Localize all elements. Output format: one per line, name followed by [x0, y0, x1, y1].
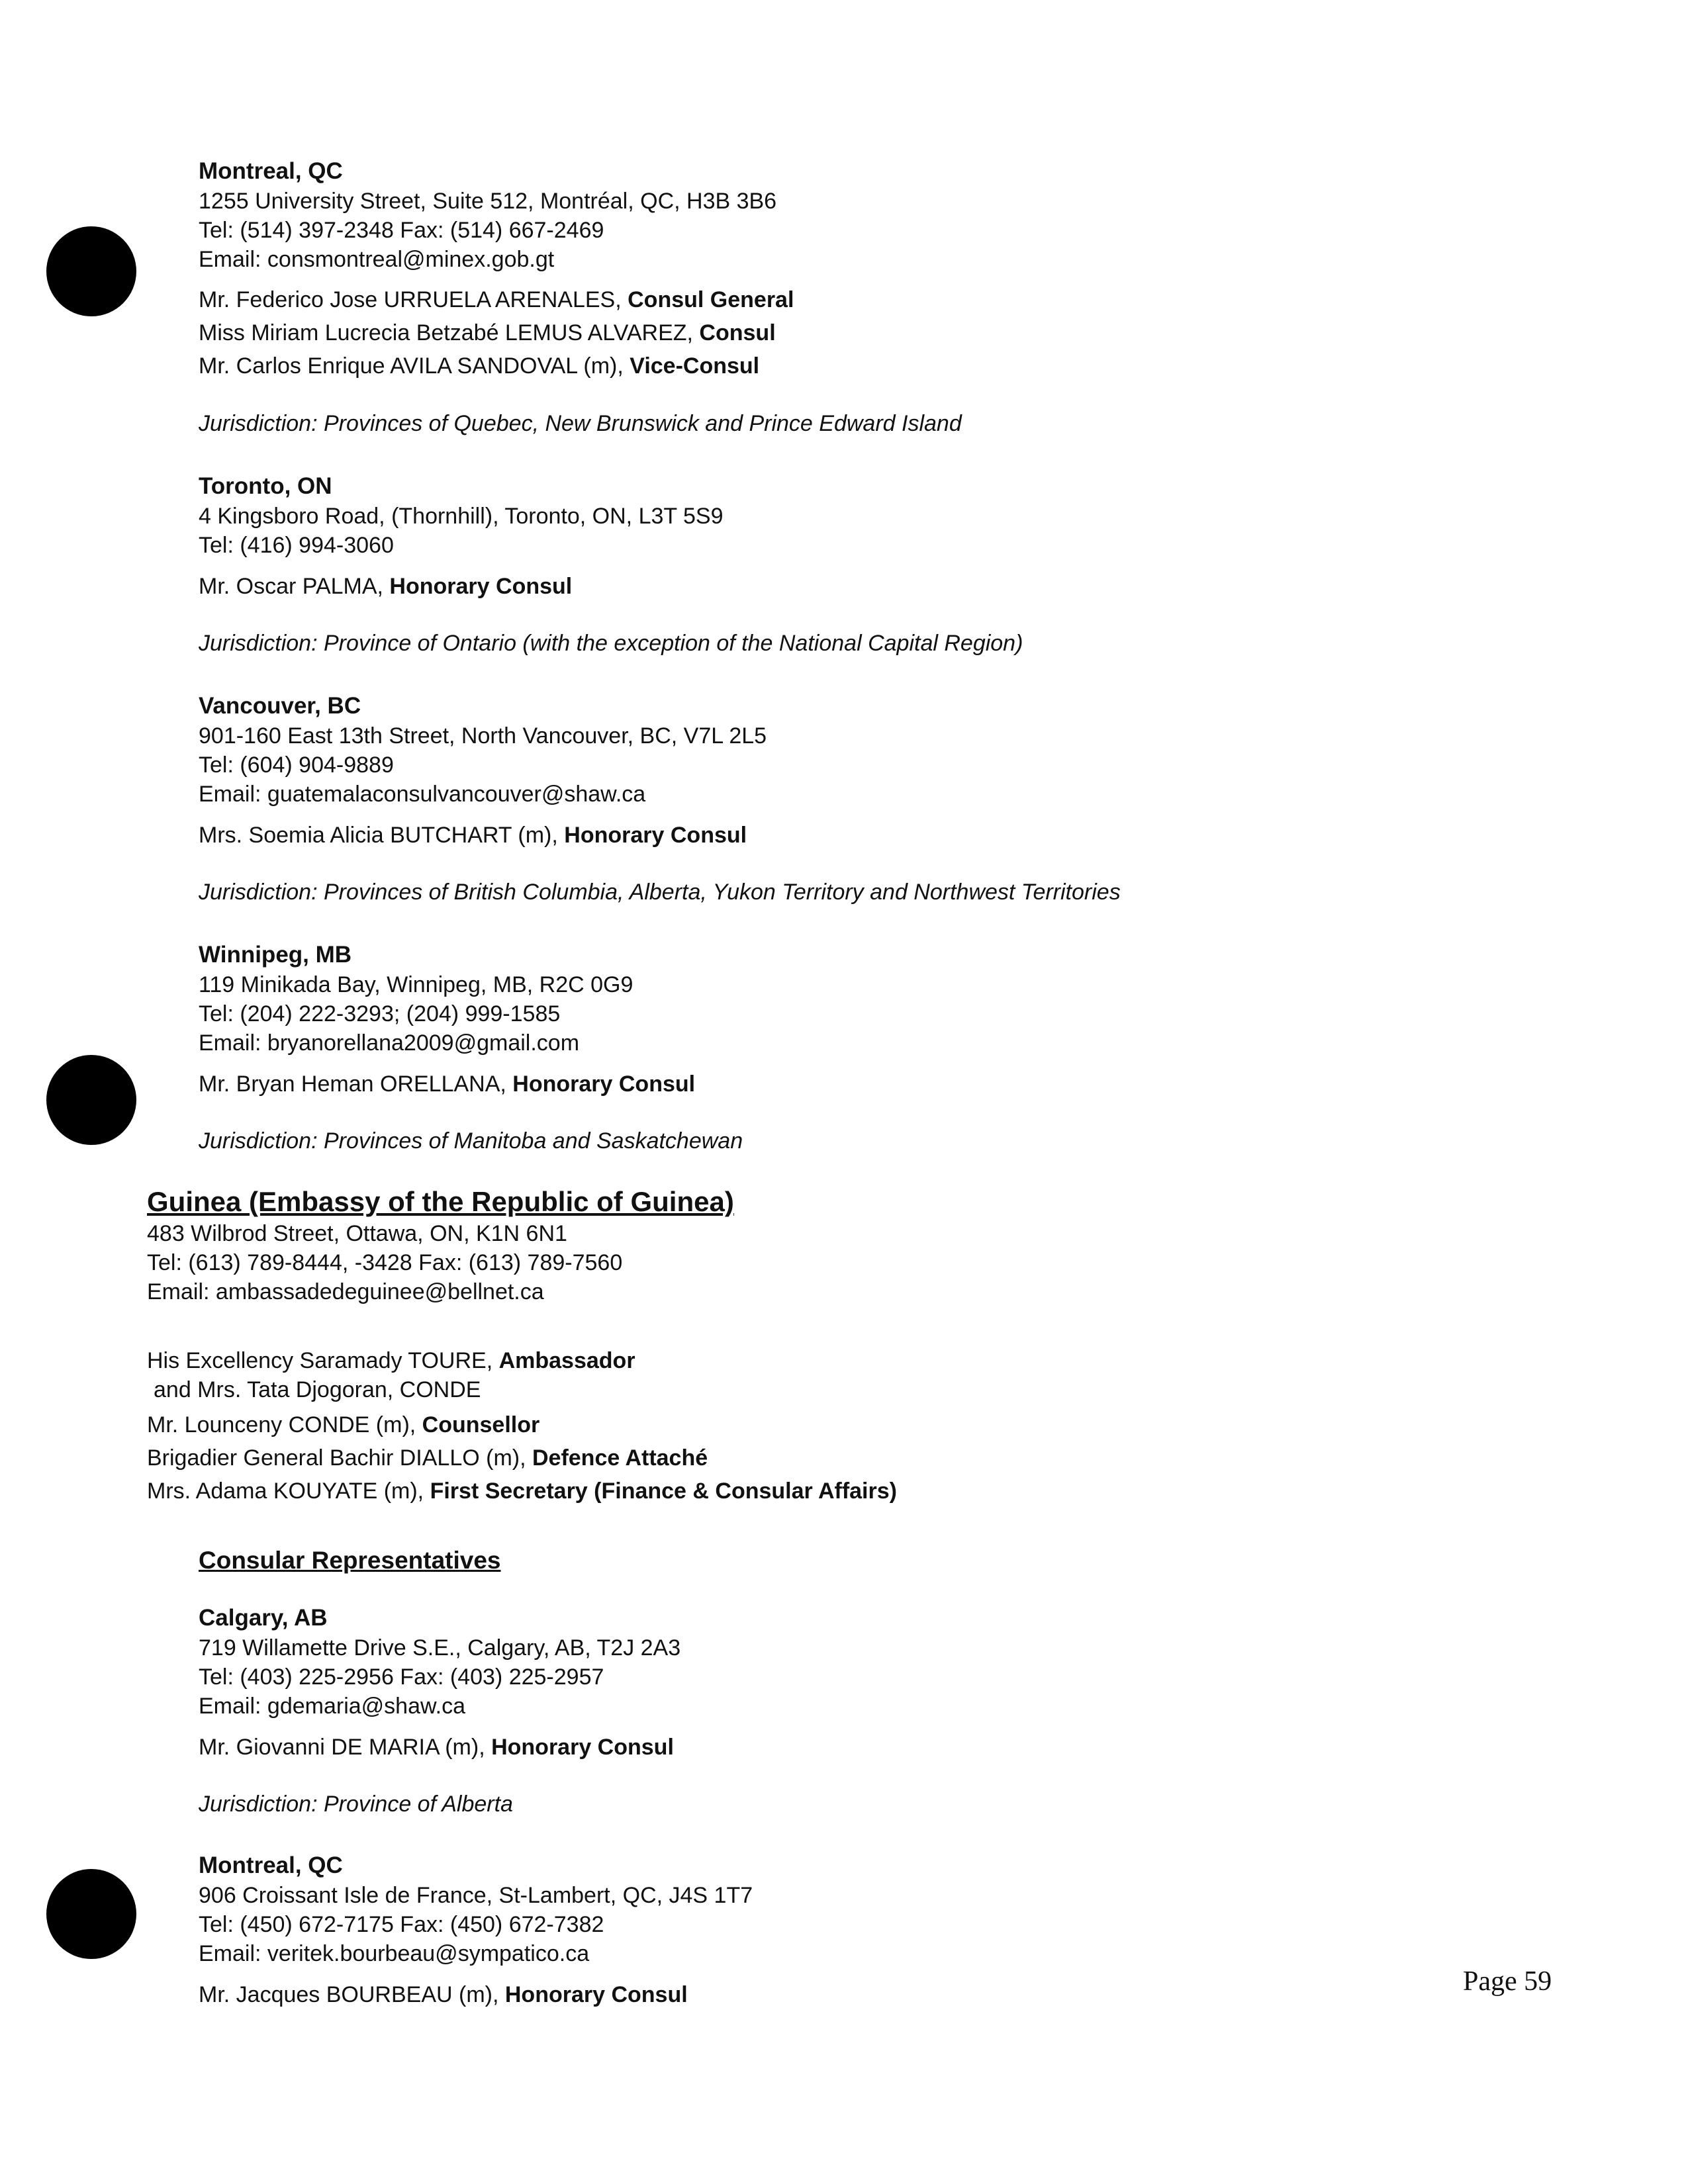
telephone: Tel: (613) 789-8444, -3428 Fax: (613) 789-7560 — [147, 1250, 623, 1275]
email: Email: bryanorellana2009@gmail.com — [199, 1030, 580, 1056]
telephone: Tel: (514) 397-2348 Fax: (514) 667-2469 — [199, 218, 604, 243]
staff-member — [199, 283, 1456, 316]
staff-list — [199, 1067, 1456, 1101]
staff-list — [199, 818, 1456, 852]
staff-list — [147, 1408, 1405, 1508]
telephone: Tel: (450) 672-7175 Fax: (450) 672-7382 — [199, 1912, 604, 1937]
staff-member — [199, 349, 1456, 383]
address: 906 Croissant Isle de France, St-Lambert, QC, J4S 1T7 — [199, 1883, 753, 1908]
staff-title: Honorary Consul — [389, 574, 573, 599]
staff-name: Mr. Oscar PALMA, — [199, 574, 390, 599]
staff-title: First Secretary (Finance & Consular Affairs) — [430, 1479, 897, 1504]
staff-title: Honorary Consul — [504, 1982, 688, 2007]
staff-title: Counsellor — [422, 1412, 540, 1437]
staff-member — [199, 1730, 1456, 1764]
staff-member — [199, 316, 1456, 349]
staff-name: His Excellency Saramady TOURE, — [147, 1348, 499, 1373]
staff-member — [199, 1067, 1456, 1101]
telephone: Tel: (604) 904-9889 — [199, 752, 394, 778]
staff-name: Mr. Federico Jose URRUELA ARENALES, — [199, 287, 628, 312]
city-heading: Toronto, ON — [199, 473, 332, 499]
staff-list — [199, 1978, 1456, 2012]
email: Email: ambassadedeguinee@bellnet.ca — [147, 1279, 544, 1304]
address: 719 Willamette Drive S.E., Calgary, AB, T2J 2A3 — [199, 1635, 681, 1661]
punch-hole — [46, 1869, 136, 1959]
staff-name: Mrs. Soemia Alicia BUTCHART (m), — [199, 823, 565, 848]
staff-member — [199, 569, 1456, 604]
city-heading: Calgary, AB — [199, 1605, 328, 1631]
city-heading: Montreal, QC — [199, 158, 343, 184]
embassy-staff-list — [147, 1346, 1405, 1508]
staff-name: Mrs. Adama KOUYATE (m), — [147, 1479, 430, 1504]
staff-title: Honorary Consul — [564, 823, 747, 848]
spouse: and Mrs. Tata Djogoran, CONDE — [154, 1377, 481, 1402]
staff-name: Mr. Giovanni DE MARIA (m), — [199, 1735, 492, 1760]
consulate-entry-montreal-gn — [199, 1850, 1456, 2012]
consulate-entry-toronto — [199, 471, 1456, 604]
staff-member — [147, 1441, 1405, 1475]
city-heading: Vancouver, BC — [199, 693, 361, 719]
staff-member — [147, 1408, 1405, 1441]
staff-title: Defence Attaché — [532, 1445, 708, 1471]
address: 119 Minikada Bay, Winnipeg, MB, R2C 0G9 — [199, 972, 633, 997]
staff-name: Mr. Carlos Enrique AVILA SANDOVAL (m), — [199, 353, 630, 379]
consulate-entry-montreal-gt — [199, 156, 1456, 383]
staff-title: Honorary Consul — [512, 1071, 696, 1097]
email: Email: guatemalaconsulvancouver@shaw.ca — [199, 782, 646, 807]
staff-name: Brigadier General Bachir DIALLO (m), — [147, 1445, 532, 1471]
staff-name: Mr. Jacques BOURBEAU (m), — [199, 1982, 505, 2007]
jurisdiction: Jurisdiction: Provinces of Manitoba and Saskatchewan — [199, 1128, 743, 1154]
staff-title: Vice-Consul — [630, 353, 760, 379]
punch-hole — [46, 226, 136, 316]
staff-list — [199, 1730, 1456, 1764]
staff-name: Miss Miriam Lucrecia Betzabé LEMUS ALVAREZ, — [199, 320, 700, 345]
staff-member — [147, 1475, 1405, 1508]
staff-title: Ambassador — [498, 1348, 635, 1373]
staff-member — [199, 818, 1456, 852]
consulate-entry-winnipeg — [199, 940, 1456, 1101]
staff-title: Consul General — [628, 287, 794, 312]
staff-title: Consul — [699, 320, 776, 345]
staff-list — [199, 569, 1456, 604]
country-heading: Guinea (Embassy of the Republic of Guinea) — [147, 1186, 734, 1217]
staff-list — [199, 283, 1456, 383]
email: Email: consmontreal@minex.gob.gt — [199, 247, 555, 272]
consular-representatives-heading: Consular Representatives — [199, 1547, 501, 1574]
email: Email: veritek.bourbeau@sympatico.ca — [199, 1941, 590, 1966]
consulate-entry-vancouver — [199, 691, 1456, 852]
jurisdiction: Jurisdiction: Provinces of British Columbia, Alberta, Yukon Territory and Northwest Territories — [199, 880, 1121, 905]
ambassador — [147, 1346, 1405, 1375]
telephone: Tel: (416) 994-3060 — [199, 533, 394, 558]
embassy-entry-guinea — [147, 1185, 1405, 1306]
staff-member — [199, 1978, 1456, 2012]
city-heading: Winnipeg, MB — [199, 942, 352, 968]
email: Email: gdemaria@shaw.ca — [199, 1694, 466, 1719]
consulate-entry-calgary — [199, 1603, 1456, 1764]
staff-name: Mr. Lounceny CONDE (m), — [147, 1412, 422, 1437]
address: 483 Wilbrod Street, Ottawa, ON, K1N 6N1 — [147, 1221, 567, 1246]
staff-title: Honorary Consul — [491, 1735, 674, 1760]
jurisdiction: Jurisdiction: Province of Alberta — [199, 1792, 513, 1817]
telephone: Tel: (204) 222-3293; (204) 999-1585 — [199, 1001, 561, 1026]
address: 901-160 East 13th Street, North Vancouver, BC, V7L 2L5 — [199, 723, 767, 749]
page-number: Page 59 — [1463, 1966, 1552, 1997]
staff-name: Mr. Bryan Heman ORELLANA, — [199, 1071, 513, 1097]
city-heading: Montreal, QC — [199, 1852, 343, 1878]
address: 4 Kingsboro Road, (Thornhill), Toronto, ON, L3T 5S9 — [199, 504, 724, 529]
punch-hole — [46, 1055, 136, 1145]
address: 1255 University Street, Suite 512, Montréal, QC, H3B 3B6 — [199, 189, 777, 214]
telephone: Tel: (403) 225-2956 Fax: (403) 225-2957 — [199, 1664, 604, 1690]
jurisdiction: Jurisdiction: Province of Ontario (with the exception of the National Capital Region) — [199, 631, 1023, 656]
jurisdiction: Jurisdiction: Provinces of Quebec, New Brunswick and Prince Edward Island — [199, 411, 962, 436]
